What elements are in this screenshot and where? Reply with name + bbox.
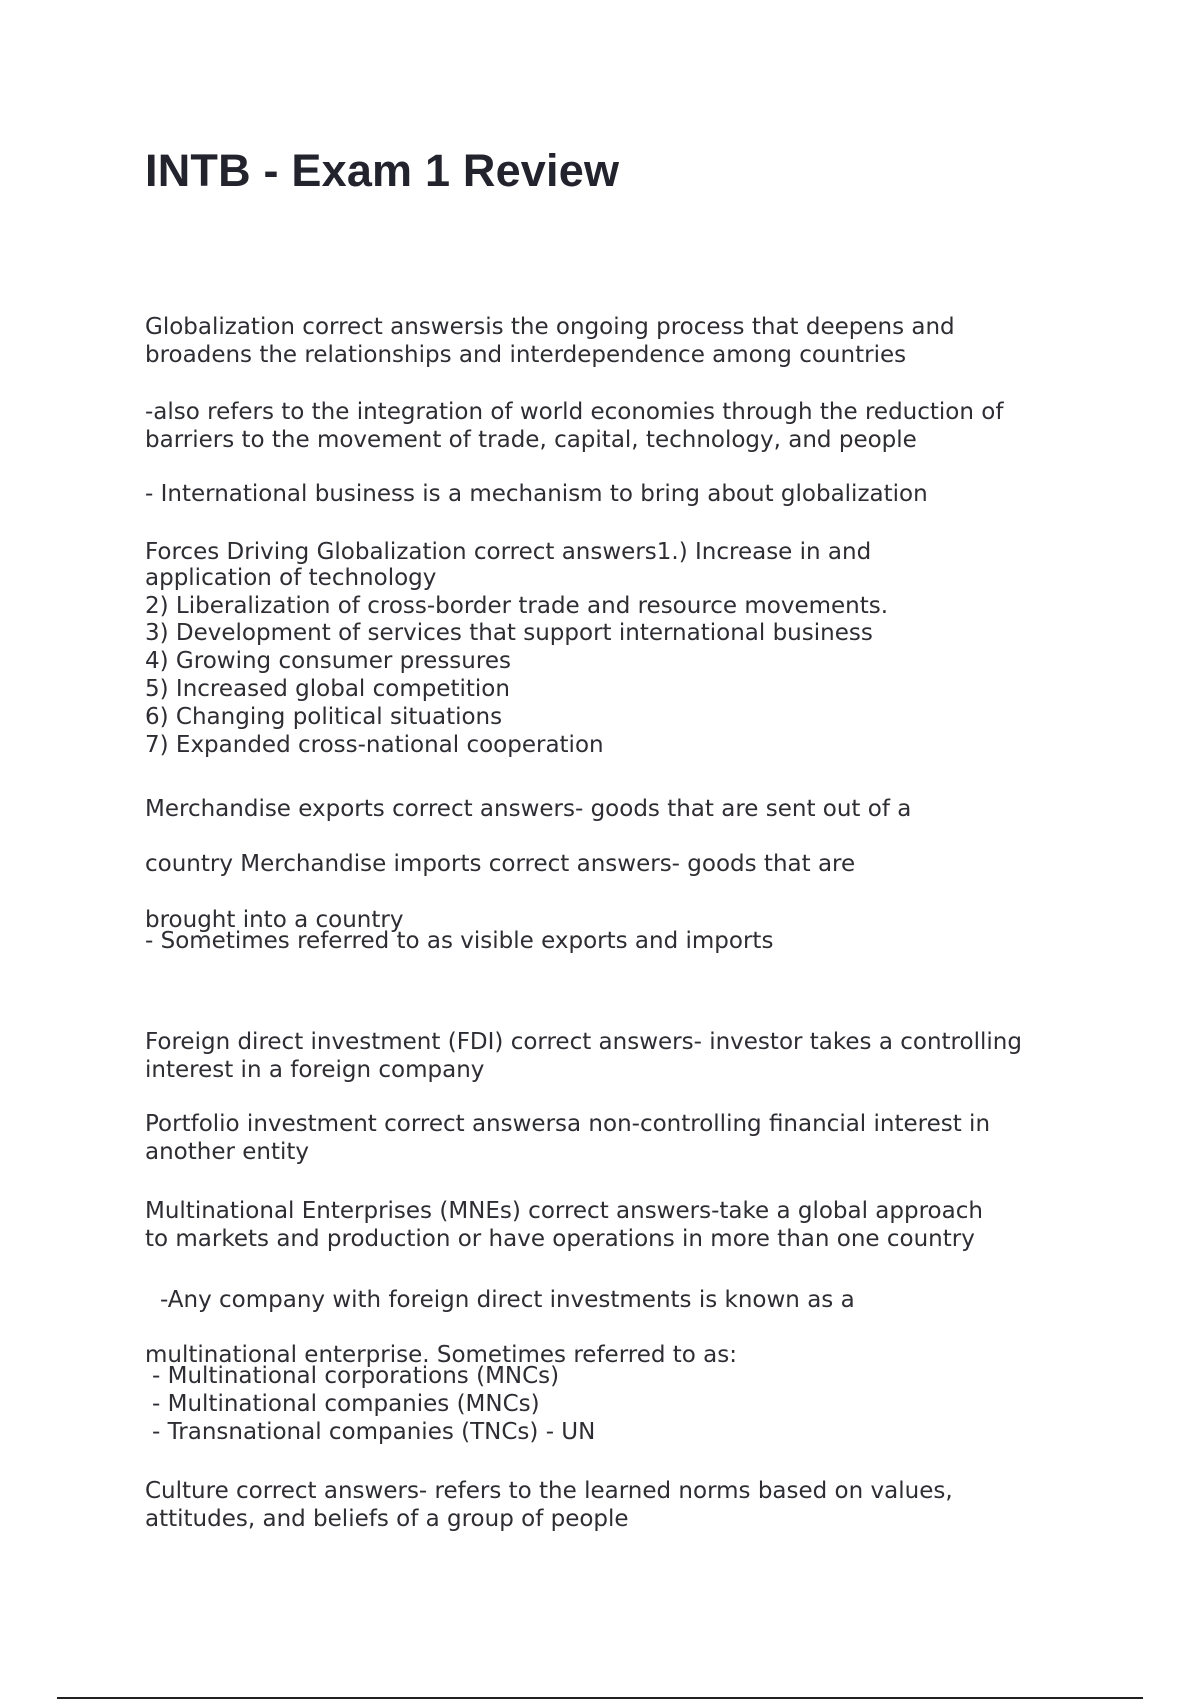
merchandise-exports-line: Merchandise exports correct answers- goods that are sent out of a — [145, 796, 912, 822]
forces-driving-globalization-line-1: Forces Driving Globalization correct answers1.) Increase in and — [145, 539, 872, 565]
force-item-2: 2) Liberalization of cross-border trade and resource movements. — [145, 593, 889, 619]
footer-divider — [57, 1697, 1143, 1699]
force-item-6: 6) Changing political situations — [145, 704, 503, 730]
globalization-integration-line-2: barriers to the movement of trade, capital, technology, and people — [145, 427, 917, 453]
culture-definition-line-2: attitudes, and beliefs of a group of people — [145, 1506, 629, 1532]
mne-alias-3: - Transnational companies (TNCs) - UN — [152, 1419, 596, 1445]
forces-driving-globalization-line-2: application of technology — [145, 565, 437, 591]
mne-alias-1: - Multinational corporations (MNCs) — [152, 1363, 560, 1389]
force-item-7: 7) Expanded cross-national cooperation — [145, 732, 604, 758]
globalization-definition-line-2: broadens the relationships and interdependence among countries — [145, 342, 907, 368]
fdi-definition-line-1: Foreign direct investment (FDI) correct answers- investor takes a controlling — [145, 1029, 1022, 1055]
mne-note-line-2: multinational enterprise. Sometimes referred to as: — [145, 1342, 737, 1368]
portfolio-investment-line-1: Portfolio investment correct answersa non-controlling financial interest in — [145, 1111, 991, 1137]
force-item-5: 5) Increased global competition — [145, 676, 510, 702]
international-business-note: - International business is a mechanism to bring about globalization — [145, 481, 928, 507]
globalization-definition-line-1: Globalization correct answersis the ongoing process that deepens and — [145, 314, 955, 340]
merchandise-imports-line: country Merchandise imports correct answers- goods that are — [145, 851, 856, 877]
visible-trade-note: - Sometimes referred to as visible exports and imports — [145, 928, 774, 954]
fdi-definition-line-2: interest in a foreign company — [145, 1057, 485, 1083]
mne-definition-line-1: Multinational Enterprises (MNEs) correct answers-take a global approach — [145, 1198, 983, 1224]
mne-note-line-1: -Any company with foreign direct investments is known as a — [160, 1287, 855, 1313]
culture-definition-line-1: Culture correct answers- refers to the learned norms based on values, — [145, 1478, 953, 1504]
portfolio-investment-line-2: another entity — [145, 1139, 310, 1165]
merchandise-imports-end-line: brought into a country — [145, 907, 404, 933]
force-item-4: 4) Growing consumer pressures — [145, 648, 511, 674]
mne-definition-line-2: to markets and production or have operations in more than one country — [145, 1226, 975, 1252]
globalization-integration-line-1: -also refers to the integration of world economies through the reduction of — [145, 399, 1004, 425]
force-item-3: 3) Development of services that support international business — [145, 620, 873, 646]
page-title: INTB - Exam 1 Review — [145, 145, 620, 196]
mne-alias-2: - Multinational companies (MNCs) — [152, 1391, 540, 1417]
